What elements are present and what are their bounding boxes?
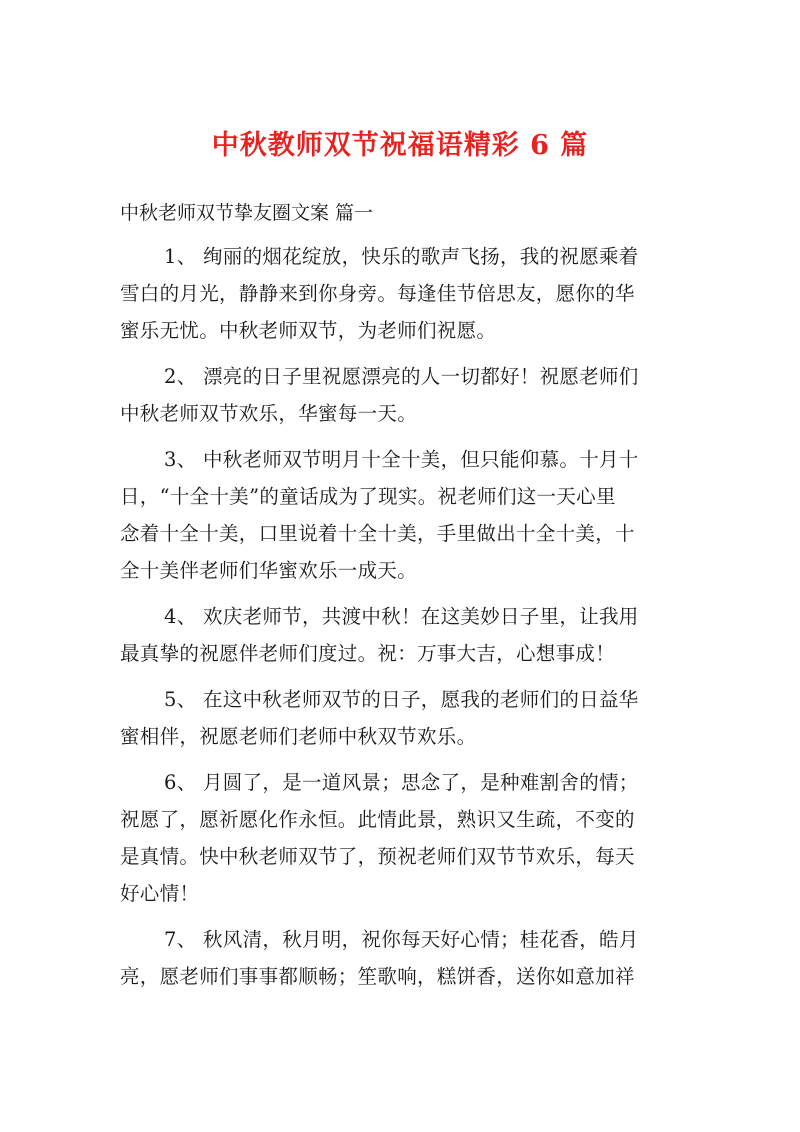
paragraph bbox=[120, 441, 690, 589]
paragraph-line: 亮，愿老师们事事都顺畅；笙歌响，糕饼香，送你如意加祥 bbox=[120, 965, 635, 988]
paragraph-line: 5、 在这中秋老师双节的日子，愿我的老师们的日益华 bbox=[164, 688, 639, 711]
paragraph bbox=[120, 681, 690, 755]
paragraph-line: 念着十全十美，口里说着十全十美，手里做出十全十美，十 bbox=[120, 522, 635, 545]
paragraph-line: 全十美伴老师们华蜜欢乐一成天。 bbox=[120, 559, 418, 582]
paragraph-line: 4、 欢庆老师节，共渡中秋！在这美妙日子里，让我用 bbox=[164, 605, 639, 628]
paragraph-line: 好心情！ bbox=[120, 882, 200, 905]
paragraph-line: 1、 绚丽的烟花绽放，快乐的歌声飞扬，我的祝愿乘着 bbox=[164, 245, 639, 268]
paragraph-line: 祝愿了，愿祈愿化作永恒。此情此景，熟识又生疏，不变的 bbox=[120, 808, 635, 831]
paragraph-line: 7、 秋风清，秋月明，祝你每天好心情；桂花香，皓月 bbox=[164, 928, 639, 951]
paragraph bbox=[120, 358, 690, 432]
paragraph bbox=[120, 238, 690, 349]
document-body bbox=[120, 238, 690, 995]
paragraph-line: 2、 漂亮的日子里祝愿漂亮的人一切都好！祝愿老师们 bbox=[164, 365, 639, 388]
paragraph-line: 3、 中秋老师双节明月十全十美，但只能仰慕。十月十 bbox=[164, 448, 639, 471]
document-title: 中秋教师双节祝福语精彩 6 篇 bbox=[211, 130, 589, 161]
paragraph-line: 最真挚的祝愿伴老师们度过。祝：万事大吉，心想事成！ bbox=[120, 642, 616, 665]
paragraph bbox=[120, 764, 690, 912]
paragraph-line: 日，“十全十美”的童话成为了现实。祝老师们这一天心里 bbox=[120, 485, 616, 508]
paragraph bbox=[120, 598, 690, 672]
paragraph bbox=[120, 921, 690, 995]
paragraph-line: 雪白的月光，静静来到你身旁。每逢佳节倍思友，愿你的华 bbox=[120, 282, 635, 305]
paragraph-line: 蜜相伴，祝愿老师们老师中秋双节欢乐。 bbox=[120, 725, 477, 748]
section-heading: 中秋老师双节挚友圈文案 篇一 bbox=[120, 202, 374, 224]
paragraph-line: 蜜乐无忧。中秋老师双节，为老师们祝愿。 bbox=[120, 319, 497, 342]
paragraph-line: 中秋老师双节欢乐，华蜜每一天。 bbox=[120, 402, 418, 425]
paragraph-line: 是真情。快中秋老师双节了，预祝老师们双节节欢乐，每天 bbox=[120, 845, 635, 868]
paragraph-line: 6、 月圆了，是一道风景；思念了，是种难割舍的情； bbox=[164, 771, 639, 794]
